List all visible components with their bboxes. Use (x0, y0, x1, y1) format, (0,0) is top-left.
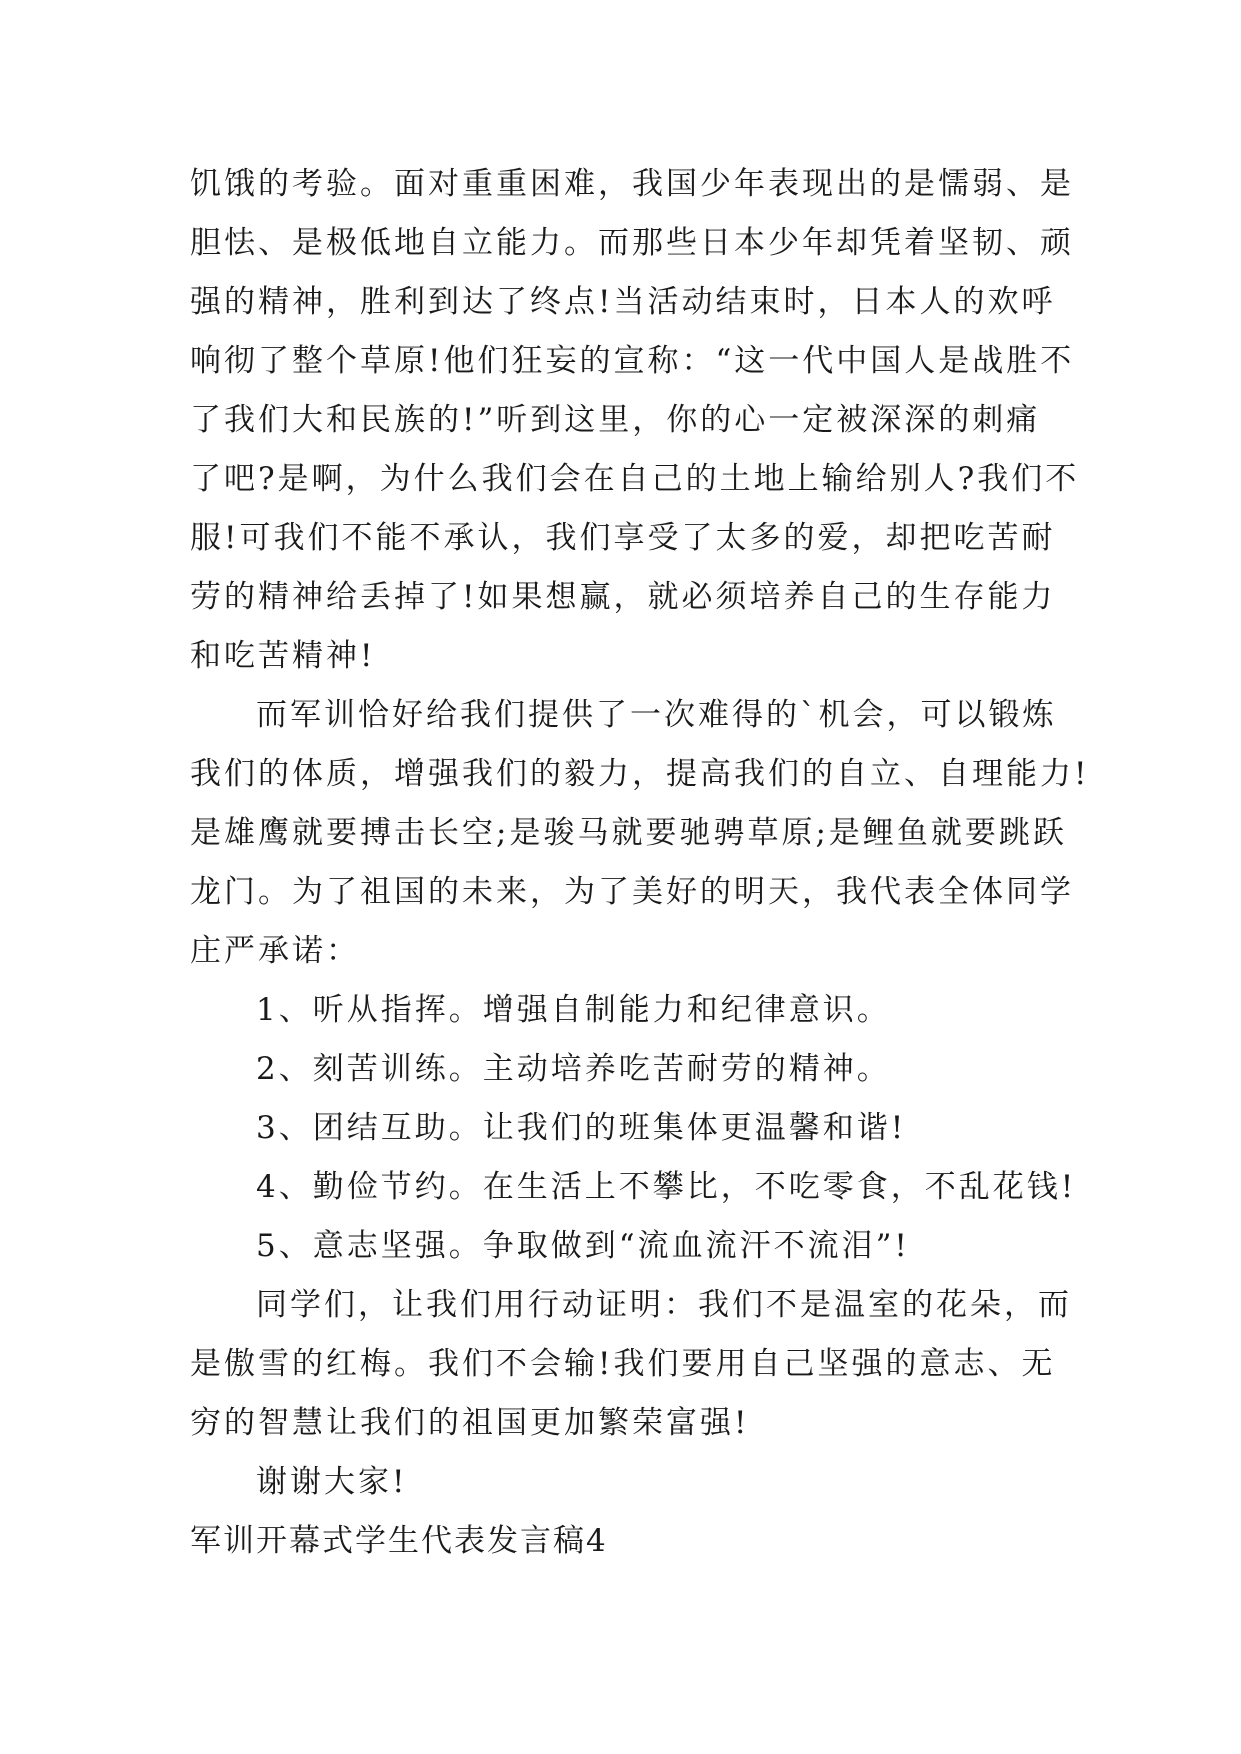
text-line: 胆怯、是极低地自立能力。而那些日本少年却凭着坚韧、顽 (190, 225, 1074, 261)
list-item: 1、听从指挥。增强自制能力和纪律意识。 (256, 992, 891, 1028)
text-line: 饥饿的考验。面对重重困难，我国少年表现出的是懦弱、是 (190, 166, 1074, 202)
text-line: 劳的精神给丢掉了!如果想赢，就必须培养自己的生存能力 (190, 579, 1056, 615)
document-body (190, 155, 1090, 1571)
text-line: 龙门。为了祖国的未来，为了美好的明天，我代表全体同学 (190, 874, 1074, 910)
list-item: 2、刻苦训练。主动培养吃苦耐劳的精神。 (256, 1051, 891, 1087)
text-line: 庄严承诺： (190, 933, 360, 969)
paragraph-2 (190, 686, 1090, 981)
text-line: 强的精神，胜利到达了终点!当活动结束时，日本人的欢呼 (190, 284, 1056, 320)
paragraph-1 (190, 155, 1080, 686)
text-line: 是雄鹰就要搏击长空;是骏马就要驰骋草原;是鲤鱼就要跳跃 (190, 815, 1067, 851)
text-line: 穷的智慧让我们的祖国更加繁荣富强! (190, 1405, 750, 1441)
text-line: 了我们大和民族的!”听到这里，你的心一定被深深的刺痛 (190, 402, 1041, 438)
text-line: 服!可我们不能不承认，我们享受了太多的爱，却把吃苦耐 (190, 520, 1056, 556)
text-line: 是傲雪的红梅。我们不会输!我们要用自己坚强的意志、无 (190, 1346, 1056, 1382)
text-line: 而军训恰好给我们提供了一次难得的`机会，可以锻炼 (256, 697, 1057, 733)
list-item: 5、意志坚强。争取做到“流血流汗不流泪”! (256, 1228, 910, 1264)
closing-line: 谢谢大家! (256, 1464, 408, 1500)
list-item: 4、勤俭节约。在生活上不攀比，不吃零食，不乱花钱! (256, 1169, 1077, 1205)
paragraph-3 (190, 1276, 1075, 1453)
text-line: 和吃苦精神! (190, 638, 376, 674)
list-item: 3、团结互助。让我们的班集体更温馨和谐! (256, 1110, 907, 1146)
text-line: 同学们，让我们用行动证明：我们不是温室的花朵，而 (256, 1287, 1072, 1323)
text-line: 我们的体质，增强我们的毅力，提高我们的自立、自理能力! (190, 756, 1090, 792)
text-line: 响彻了整个草原!他们狂妄的宣称：“这一代中国人是战胜不 (190, 343, 1075, 379)
text-line: 了吧?是啊，为什么我们会在自己的土地上输给别人?我们不 (190, 461, 1080, 497)
section-title: 军训开幕式学生代表发言稿4 (190, 1523, 608, 1559)
pledge-list (190, 981, 1075, 1276)
